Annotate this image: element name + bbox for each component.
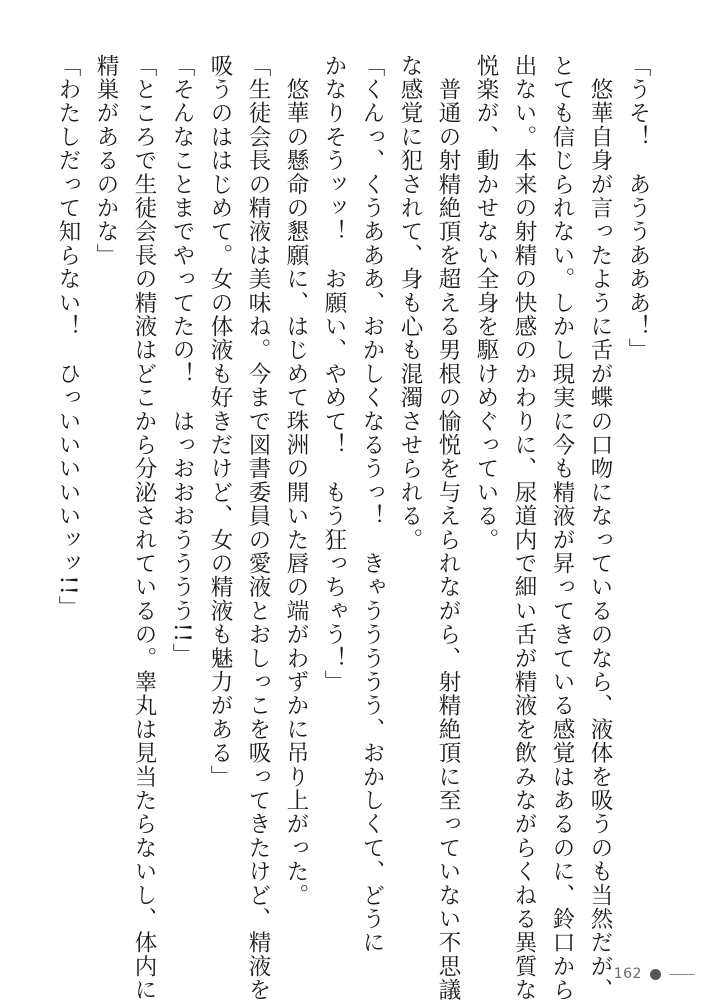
vertical-text-block (27, 54, 657, 1002)
text-line: 「ところで生徒会長の精液はどこから分泌されているの。睾丸は見当たらないし、体内に (131, 54, 157, 1002)
text-line: 精巣があるのかな」 (93, 54, 119, 268)
text-line: 「生徒会長の精液は美味ね。今まで図書委員の愛液とおしっこを吸ってきたけど、精液を (245, 54, 271, 1002)
text-line: とても信じられない。しかし現実に今も精液が昇ってきている感覚はあるのに、鈴口から (549, 54, 575, 1002)
page-footer (614, 966, 695, 982)
text-line: 「わたしだって知らない！ ひっいいいいいッッ!!」 (55, 54, 81, 620)
text-line: 「くんっ、くうあああ、おかしくなるうっ！ きゃううううう、おかしくて、どうに (359, 54, 385, 955)
text-line: 「そんなことまでやってたの！ はっおおおうううう!!」 (169, 54, 195, 667)
text-line: 普通の射精絶頂を超える男根の愉悦を与えられながら、射精絶頂に至っていない不思議 (435, 54, 461, 1002)
footer-rule (669, 974, 695, 975)
page-number: 162 (613, 966, 642, 982)
text-line: 悦楽が、動かせない全身を駆けめぐっている。 (473, 54, 499, 552)
text-line: な感覚に犯されて、身も心も混濁させられる。 (397, 54, 423, 552)
page-dot-icon (650, 969, 661, 980)
text-line: 出ない。本来の射精の快感のかわりに、尿道内で細い舌が精液を飲みながらくねる異質な (511, 54, 537, 1002)
text-line: 悠華の懸命の懇願に、はじめて珠洲の開いた唇の端がわずかに吊り上がった。 (283, 54, 309, 908)
text-line: 悠華自身が言ったように舌が蝶の口吻になっているのなら、液体を吸うのも当然だが、 (587, 54, 613, 1002)
text-line: 吸うのははじめて。女の体液も好きだけど、女の精液も魅力がある」 (207, 54, 233, 789)
text-line: かなりそうッッ！ お願い、やめて！ もう狂っちゃう！」 (321, 54, 347, 694)
text-line: 「うそ！ あううあああ！」 (625, 54, 651, 363)
